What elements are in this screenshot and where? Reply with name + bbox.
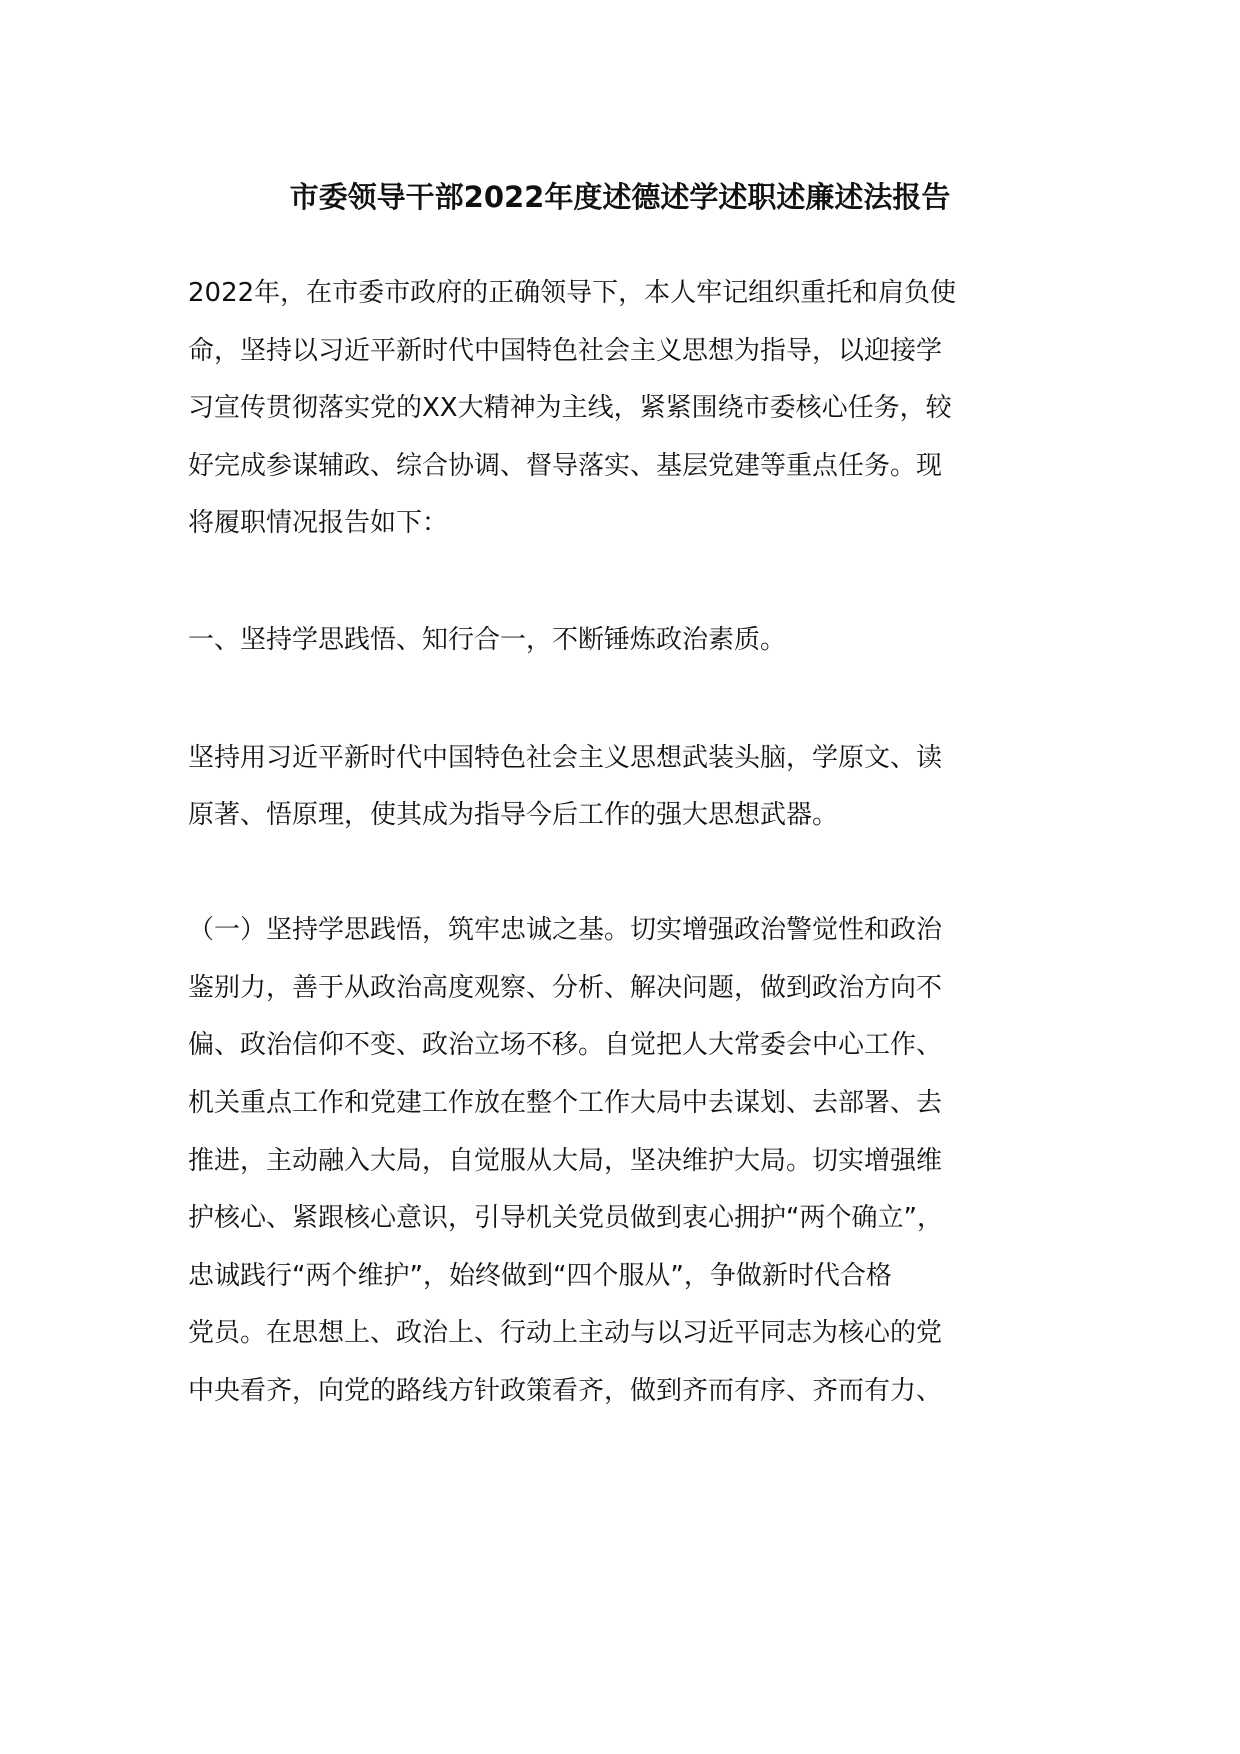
document-title: 市委领导干部2022年度述德述学述职述廉述法报告 bbox=[289, 180, 951, 214]
paragraph-3-line-3: 偏、政治信仰不变、政治立场不移。自觉把人大常委会中心工作、 bbox=[188, 1030, 943, 1060]
paragraph-3-line-5: 推进，主动融入大局，自觉服从大局，坚决维护大局。切实增强维 bbox=[188, 1146, 943, 1176]
paragraph-3-line-9: 中央看齐，向党的路线方针政策看齐，做到齐而有序、齐而有力、 bbox=[188, 1376, 943, 1406]
paragraph-3-line-1: （一）坚持学思践悟，筑牢忠诚之基。切实增强政治警觉性和政治 bbox=[188, 915, 943, 945]
paragraph-1-line-4: 好完成参谋辅政、综合协调、督导落实、基层党建等重点任务。现 bbox=[188, 451, 943, 481]
paragraph-1-line-3: 习宣传贯彻落实党的XX大精神为主线，紧紧围绕市委核心任务，较 bbox=[188, 393, 952, 423]
paragraph-3-line-6: 护核心、紧跟核心意识，引导机关党员做到衷心拥护“两个确立”， bbox=[188, 1203, 943, 1233]
paragraph-1-line-2: 命，坚持以习近平新时代中国特色社会主义思想为指导，以迎接学 bbox=[188, 336, 943, 366]
paragraph-2-line-2: 原著、悟原理，使其成为指导今后工作的强大思想武器。 bbox=[188, 800, 839, 830]
paragraph-1-line-1: 2022年，在市委市政府的正确领导下，本人牢记组织重托和肩负使 bbox=[188, 278, 957, 308]
paragraph-3-line-4: 机关重点工作和党建工作放在整个工作大局中去谋划、去部署、去 bbox=[188, 1088, 943, 1118]
section-heading-1: 一、坚持学思践悟、知行合一，不断锤炼政治素质。 bbox=[188, 625, 787, 655]
paragraph-2-line-1: 坚持用习近平新时代中国特色社会主义思想武装头脑，学原文、读 bbox=[188, 743, 943, 773]
paragraph-3-line-8: 党员。在思想上、政治上、行动上主动与以习近平同志为核心的党 bbox=[188, 1318, 943, 1348]
paragraph-3-line-7: 忠诚践行“两个维护”，始终做到“四个服从”，争做新时代合格 bbox=[188, 1261, 892, 1291]
paragraph-3-line-2: 鉴别力，善于从政治高度观察、分析、解决问题，做到政治方向不 bbox=[188, 973, 943, 1003]
paragraph-1-line-5: 将履职情况报告如下： bbox=[188, 508, 449, 538]
